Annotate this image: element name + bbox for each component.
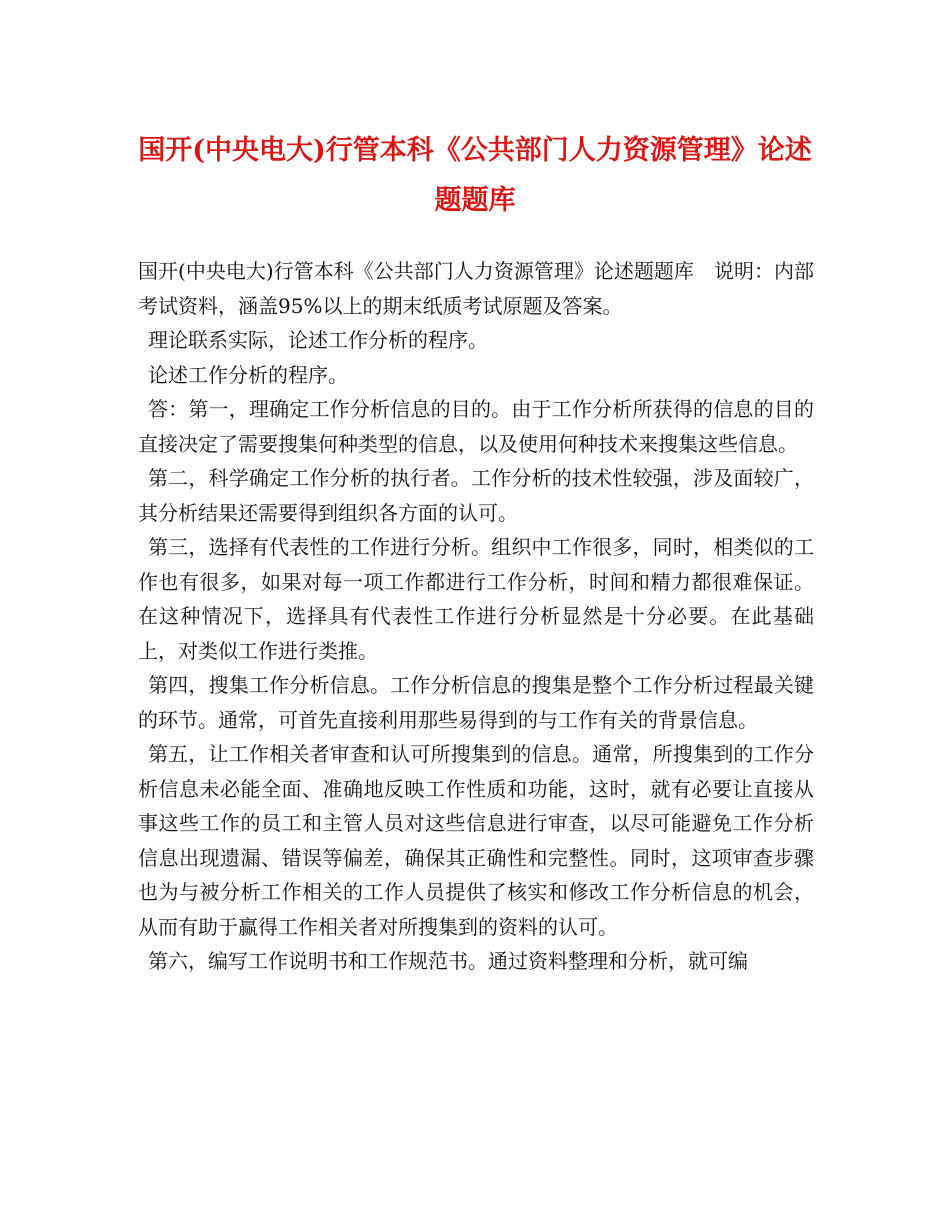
answer-step-2: 第二，科学确定工作分析的执行者。工作分析的技术性较强，涉及面较广，其分析结果还需要得到组织各方面的认可。 xyxy=(138,466,814,525)
question-heading-1: 理论联系实际，论述工作分析的程序。 xyxy=(148,328,488,352)
question-heading-2: 论述工作分析的程序。 xyxy=(148,362,348,387)
document-body xyxy=(138,254,814,979)
answer-step-3: 第三，选择有代表性的工作进行分析。组织中工作很多，同时，相类似的工作也有很多，如果对每一项工作都进行工作分析，时间和精力都很难保证。在这种情况下，选择具有代表性工作进行分析显然是十分必要。在此基础上，对类似工作进行类推。 xyxy=(138,535,814,663)
document-title: 国开(中央电大)行管本科《公共部门人力资源管理》论述题题库 xyxy=(138,135,812,216)
answer-step-6: 第六，编写工作说明书和工作规范书。通过资料整理和分析，就可编 xyxy=(148,949,748,973)
intro-paragraph: 国开(中央电大)行管本科《公共部门人力资源管理》论述题题库 说明：内部考试资料，涵盖95%以上的期末纸质考试原题及答案。 xyxy=(138,259,814,318)
answer-step-1: 答：第一，理确定工作分析信息的目的。由于工作分析所获得的信息的目的直接决定了需要搜集何种类型的信息，以及使用何种技术来搜集这些信息。 xyxy=(138,397,814,456)
answer-step-5: 第五，让工作相关者审查和认可所搜集到的信息。通常，所搜集到的工作分析信息未必能全面、准确地反映工作性质和功能，这时，就有必要让直接从事这些工作的员工和主管人员对这些信息进行审查，以尽可能避免工作分析信息出现遗漏、错误等偏差，确保其正确性和完整性。同时，这项审查步骤也为与被分析工作相关的工作人员提供了核实和修改工作分析信息的机会，从而有助于赢得工作相关者对所搜集到的资料的认可。 xyxy=(138,742,814,939)
answer-step-4: 第四，搜集工作分析信息。工作分析信息的搜集是整个工作分析过程最关键的环节。通常，可首先直接利用那些易得到的与工作有关的背景信息。 xyxy=(138,673,814,732)
